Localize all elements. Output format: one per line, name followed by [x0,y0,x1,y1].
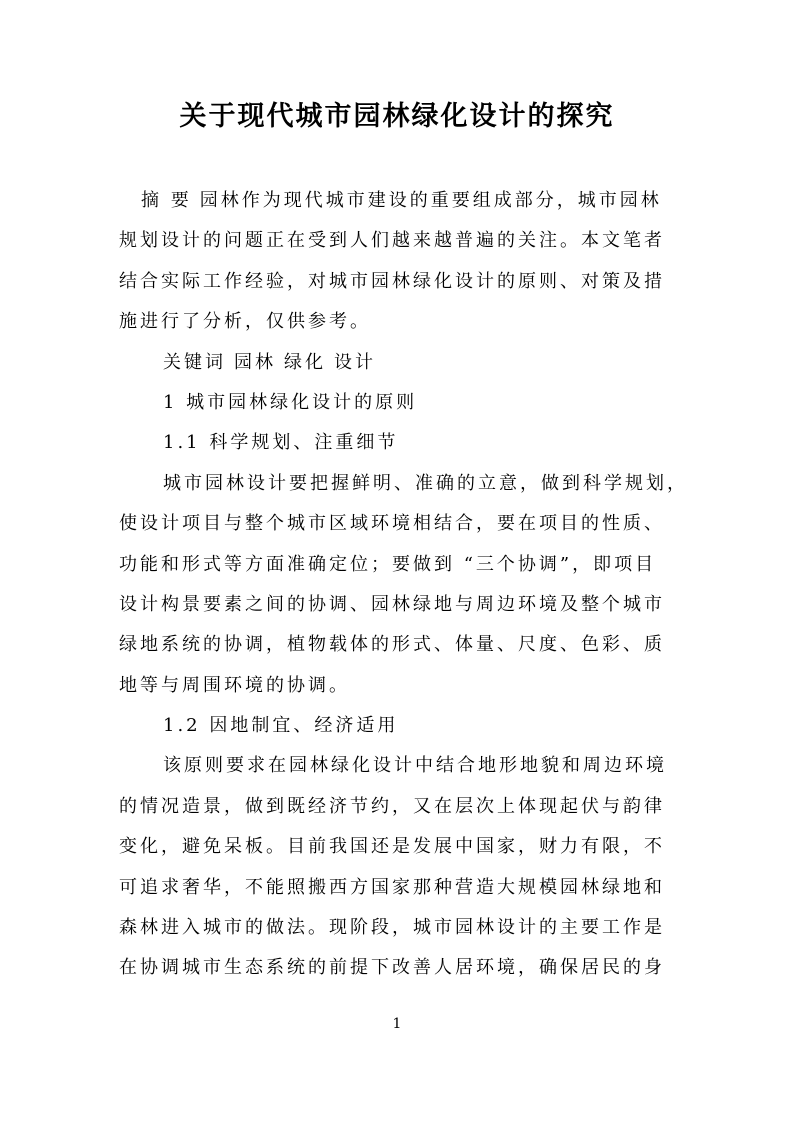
paragraph-line: 森林进入城市的做法。现阶段，城市园林设计的主要工作是 [119,917,665,939]
paragraph-line: 绿地系统的协调，植物载体的形式、体量、尺度、色彩、质 [119,634,665,656]
keywords-line [119,343,679,383]
abstract-line: 规划设计的问题正在受到人们越来越普遍的关注。本文笔者 [119,230,665,252]
page-number: 1 [392,1016,402,1032]
document-title: 关于现代城市园林绿化设计的探究 [179,101,615,132]
abstract-line [119,181,679,221]
paragraph-line: 设计构景要素之间的协调、园林绿地与周边环境及整个城市 [119,593,665,615]
paragraph-line: 使设计项目与整个城市区域环境相结合，要在项目的性质、 [119,513,665,535]
keyword-item: 设计 [334,351,376,373]
paragraph-line: 变化，避免呆板。目前我国还是发展中国家，财力有限，不 [119,836,665,858]
paragraph-line: 城市园林设计要把握鲜明、准确的立意，做到科学规划， [163,472,688,494]
keywords-label: 关键词 [163,351,226,373]
paragraph-line: 在协调城市生态系统的前提下改善人居环境，确保居民的身 [119,957,665,979]
paragraph-line: 的情况造景，做到既经济节约，又在层次上体现起伏与韵律 [119,795,665,817]
keyword-item: 绿化 [284,351,326,373]
paragraph-line: 该原则要求在园林绿化设计中结合地形地貌和周边环境 [163,755,667,777]
abstract-text: 园林作为现代城市建设的重要组成部分，城市园林 [199,190,662,211]
abstract-line: 结合实际工作经验，对城市园林绿化设计的原则、对策及措 [119,270,665,292]
subsection-heading: 1.1 科学规划、注重细节 [163,432,399,454]
abstract-label: 摘 要 [141,190,192,211]
paragraph-line: 可追求奢华，不能照搬西方国家那种营造大规模园林绿地和 [119,876,665,898]
abstract-line: 施进行了分析，仅供参考。 [119,311,371,333]
paragraph-line: 地等与周围环境的协调。 [119,674,350,696]
subsection-heading: 1.2 因地制宜、经济适用 [163,715,399,737]
paragraph-line: 功能和形式等方面准确定位；要做到 “三个协调”，即项目 [119,553,657,575]
keyword-item: 园林 [234,351,276,373]
section-heading: 1 城市园林绿化设计的原则 [163,391,418,413]
document-body [119,181,688,989]
